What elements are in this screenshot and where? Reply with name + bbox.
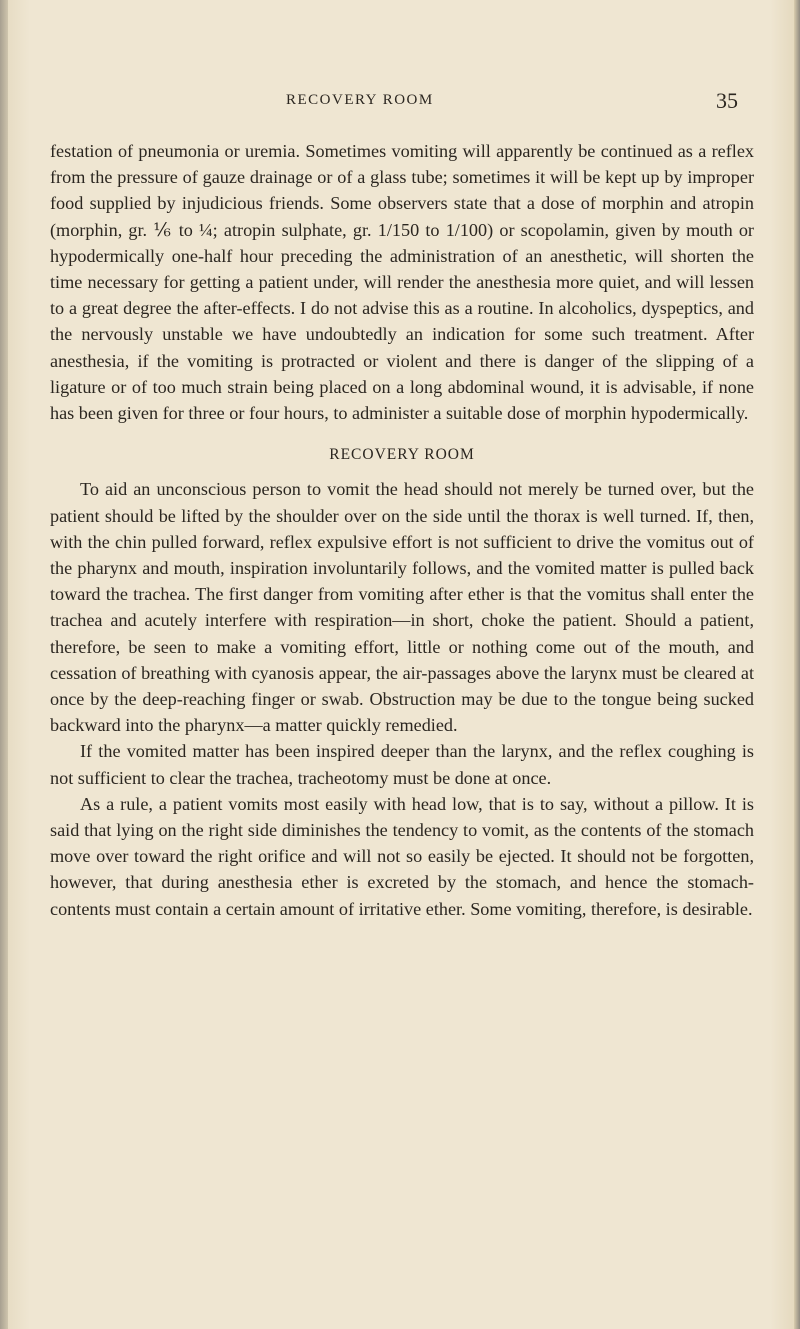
paragraph: If the vomited matter has been inspired deeper than the larynx, and the reflex coughing is not sufficient to clear the trachea, tracheotomy must be done at once. [50,741,754,788]
page-edge-right [794,0,800,1329]
page-edge-left [0,0,8,1329]
paragraph: As a rule, a patient vomits most easily with head low, that is to say, without a pillow. It is said that lying on the right side diminishes the tendency to vomit, as the contents of the stomach move over toward the right orifice and will not so easily be ejected. It should not be forgotten, however, that during anesthesia ether is excreted by the stomach, and hence the stomach-contents must contain a certain amount of irritative ether. Some vomiting, therefore, is desirable. [50,793,754,919]
page-number: 35 [716,88,738,113]
running-title: RECOVERY ROOM [286,92,434,108]
paragraph: To aid an unconscious person to vomit the head should not merely be turned over, but the patient should be lifted by the shoulder over on the side until the thorax is well turned. If, then, with the chin pulled forward, reflex expulsive effort is not sufficient to drive the vomitus out of the pharynx and mouth, inspiration involuntarily follows, and the vomited matter is pulled back toward the trachea. The first danger from vomiting after ether is that the vomitus shall enter the trachea and acutely interfere with respiration—in short, choke the patient. Should a patient, therefore, be seen to make a vomiting effort, little or nothing come out of the mouth, and cessation of breathing with cyanosis appear, the air-passages above the larynx must be cleared at once by the deep-reaching finger or swab. Obstruction may be due to the tongue being sucked backward into the pharynx—a matter quickly remedied. [50,479,754,736]
section-heading: RECOVERY ROOM [329,446,475,464]
body-text [50,138,754,922]
paragraph-continued: festation of pneumonia or uremia. Sometimes vomiting will apparently be continued as a reflex from the pressure of gauze drainage or of a glass tube; sometimes it will be kept up by improper food supplied by injudicious friends. Some observers state that a dose of morphin and atropin (morphin, gr. ⅙ to ¼; atropin sulphate, gr. 1/150 to 1/100) or scopolamin, given by mouth or hypodermically one-half hour preceding the administration of an anesthetic, will shorten the time necessary for getting a patient under, will render the anesthesia more quiet, and will lessen to a great degree the after-effects. I do not advise this as a routine. In alcoholics, dyspeptics, and the nervously unstable we have undoubtedly an indication for some such treatment. After anesthesia, if the vomiting is protracted or violent and there is danger of the slipping of a ligature or of too much strain being placed on a long abdominal wound, it is advisable, if none has been given for three or four hours, to administer a suitable dose of morphin hypodermically. [50,141,754,424]
running-head [50,88,754,122]
